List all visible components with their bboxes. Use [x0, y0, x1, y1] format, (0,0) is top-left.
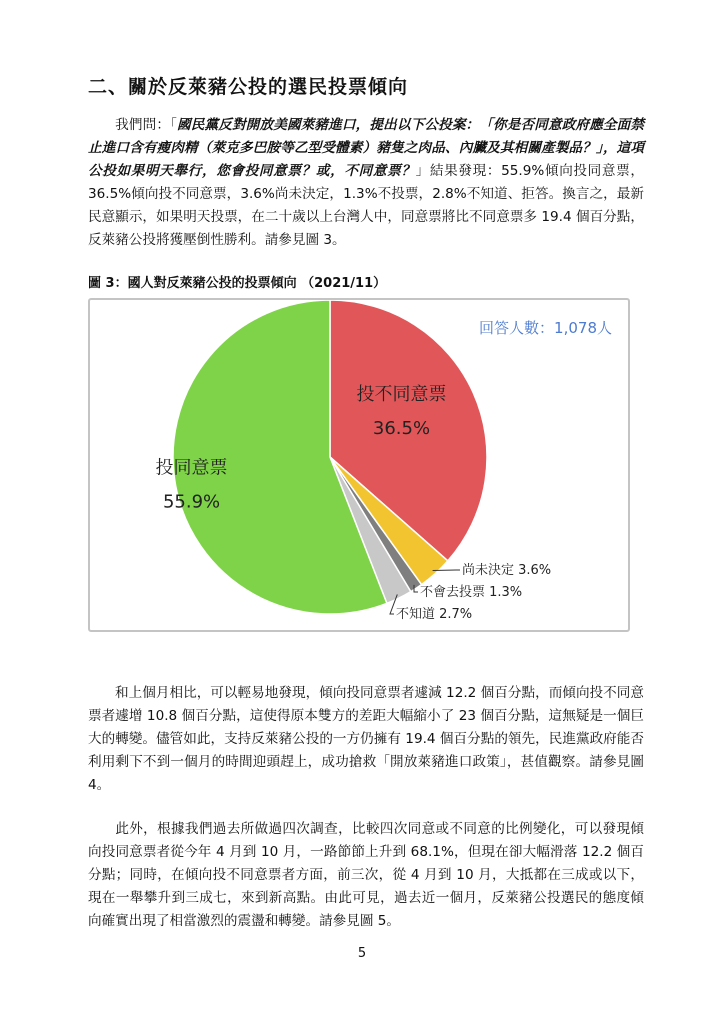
pie-chart [90, 300, 632, 634]
paragraph-trend-text: 此外，根據我們過去所做過四次調查，比較四次同意或不同意的比例變化，可以發現傾向投同意票者從今年 4 月到 10 月，一路節節上升到 68.1%，但現在卻大幅滑落 12.2 個百分點；同時，在傾向投不同意票者方面，前三次，從 4 月到 10 月，大抵都在三成或以下，現在一舉攀升到三成七，來到新高點。由此可見，過去近一個月，反萊豬公投選民的態度傾向確實出現了相當激烈的震盪和轉變。請參見圖 5。 [88, 821, 644, 929]
page-number: 5 [357, 946, 367, 961]
callout-label-1: 尚未決定 3.6% [462, 563, 552, 578]
paragraph-trend [88, 818, 644, 933]
callout-label-2: 不會去投票 1.3% [420, 585, 523, 600]
paragraph-comparison [88, 682, 644, 797]
pie-chart-frame [88, 298, 630, 632]
slice-label-4: 投同意票 [155, 457, 228, 479]
figure-caption: 圖 3：國人對反萊豬公投的投票傾向 （2021/11） [88, 276, 387, 291]
paragraph-question [88, 114, 644, 252]
survey-question: 國民黨反對開放美國萊豬進口，提出以下公投案：「你是否同意政府應全面禁止進口含有瘦肉精（萊克多巴胺等乙型受體素）豬隻之肉品、內臟及其相關產製品？」，這項公投如果明天舉行，您會投同意票？或，不同意票？ [88, 117, 645, 179]
section-heading: 二、關於反萊豬公投的選民投票傾向 [88, 76, 409, 98]
slice-value-4: 55.9% [162, 491, 221, 513]
slice-value-0: 36.5% [372, 418, 431, 440]
callout-label-3: 不知道 2.7% [396, 607, 473, 622]
paragraph-lead: 我們問：「 [115, 117, 178, 133]
slice-label-0: 投不同意票 [356, 384, 447, 406]
callout-line-1 [433, 570, 460, 571]
paragraph-result: 」結果發現：55.9%傾向投同意票，36.5%傾向投不同意票，3.6%尚未決定，1.3%不投票，2.8%不知道、拒答。換言之，最新民意顯示，如果明天投票，在二十歲以上台灣人中，同意票將比不同意票多 19.4 個百分點，反萊豬公投將獲壓倒性勝利。請參見圖 3。 [88, 163, 645, 248]
paragraph-comparison-text: 和上個月相比，可以輕易地發現，傾向投同意票者遽減 12.2 個百分點，而傾向投不同意票者遽增 10.8 個百分點，這使得原本雙方的差距大幅縮小了 23 個百分點，這無疑是一個巨大的轉變。儘管如此，支持反萊豬公投的一方仍擁有 19.4 個百分點的領先，民進黨政府能否利用剩下不到一個月的時間迎頭趕上，成功搶救「開放萊豬進口政策」，甚值觀察。請參見圖 4。 [88, 685, 644, 793]
respondents-count: 回答人數：1,078人 [479, 319, 612, 337]
